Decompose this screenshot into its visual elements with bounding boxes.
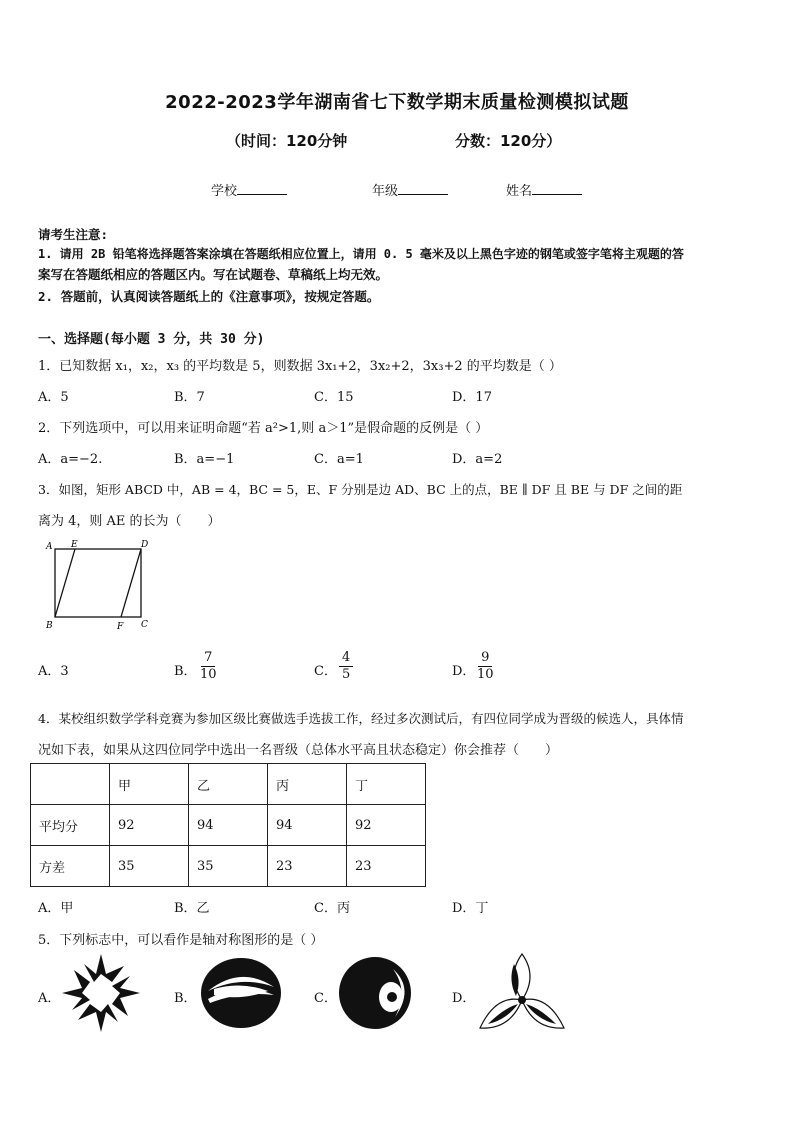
table-cell: 35 [189,846,268,887]
grade-label: 年级 [372,184,399,199]
tri-petal-logo-icon [476,950,568,1034]
rectangle-abcd [55,549,141,617]
label-e: E [71,540,78,550]
q1-stem: 1．已知数据 x₁，x₂，x₃ 的平均数是 5，则数据 3x₁+2，3x₂+2，3x₃+2 的平均数是（ ） [38,359,562,374]
pinwheel-stars-logo-icon [60,952,142,1034]
school-label: 学校 [211,184,238,199]
table-cell: 丁 [347,764,426,805]
grade-blank[interactable] [398,182,448,195]
label-d: D [141,540,149,550]
q2-option-c[interactable]: C．a=1 [314,452,364,467]
segment-df [121,549,141,617]
table-cell: 平均分 [31,805,110,846]
q2-option-a[interactable]: A．a=−2. [38,452,103,467]
q4-stem-line1: 4．某校组织数学学科竞赛为参加区级比赛做选手选拔工作，经过多次测试后，有四位同学成为晋级的候选人，具体情 [38,711,684,726]
q5-stem: 5．下列标志中，可以看作是轴对称图形的是（ ） [38,933,324,948]
school-field [211,180,287,199]
label-a: A [46,542,53,552]
q3-option-d-fraction [477,650,494,683]
q4-option-a[interactable]: A．甲 [38,901,74,916]
q3-option-c-fraction [339,650,353,683]
q2-option-b[interactable]: B．a=−1 [174,452,235,467]
table-cell: 92 [347,805,426,846]
table-cell [31,764,110,805]
table-row [31,805,426,846]
table-header-row [31,764,426,805]
crescent-circle-logo-icon [337,955,417,1031]
fraction-denominator: 10 [200,667,217,682]
grade-field [372,180,448,199]
label-b: B [46,621,53,631]
table-cell: 23 [268,846,347,887]
q5-option-a[interactable]: A． [38,991,61,1006]
segment-be [55,549,75,617]
table-cell: 乙 [189,764,268,805]
q3-option-d-prefix[interactable]: D． [452,664,476,679]
q5-option-b[interactable]: B． [174,991,197,1006]
q3-stem-line1: 3．如图，矩形 ABCD 中，AB = 4，BC = 5，E、F 分别是边 AD、BC 上的点，BE ∥ DF 且 BE 与 DF 之间的距 [38,482,683,497]
q3-option-a[interactable]: A．3 [38,664,69,679]
section-heading: 一、选择题(每小题 3 分，共 30 分) [38,332,265,347]
q4-option-c[interactable]: C．丙 [314,901,350,916]
table-cell: 方差 [31,846,110,887]
q1-option-b[interactable]: B．7 [174,390,205,405]
q3-option-c-prefix[interactable]: C． [314,664,337,679]
notice-line2: 2. 答题前，认真阅读答题纸上的《注意事项》，按规定答题。 [38,289,380,304]
rectangle-figure [40,537,160,632]
table-cell: 94 [268,805,347,846]
label-c: C [141,620,148,630]
q1-option-a[interactable]: A．5 [38,390,69,405]
total-score: 分数：120分） [455,132,562,150]
time-limit: （时间：120分钟 [226,132,348,150]
q1-option-c[interactable]: C．15 [314,390,354,405]
notice-line1a: 1. 请用 2B 铅笔将选择题答案涂填在答题纸相应位置上，请用 0. 5 毫米及以上黑色字迹的钢笔或签字笔将主观题的答 [38,247,684,261]
q4-option-b[interactable]: B．乙 [174,901,210,916]
q3-option-b-fraction [200,650,217,683]
table-cell: 92 [110,805,189,846]
fraction-numerator: 9 [478,650,492,667]
q2-option-d[interactable]: D．a=2 [452,452,503,467]
name-field [506,180,582,199]
fraction-denominator: 5 [342,667,351,682]
notice-heading: 请考生注意: [38,227,109,242]
fraction-numerator: 4 [339,650,353,667]
label-f: F [117,622,124,632]
name-blank[interactable] [532,182,582,195]
q4-stem-line2: 况如下表，如果从这四位同学中选出一名晋级（总体水平高且状态稳定）你会推荐（ ） [38,743,559,758]
notice-line1b: 案写在答题纸相应的答题区内。写在试题卷、草稿纸上均无效。 [38,267,389,282]
name-label: 姓名 [506,184,533,199]
oval-swoosh-logo-icon [198,955,284,1031]
fraction-numerator: 7 [201,650,215,667]
table-cell: 甲 [110,764,189,805]
q5-option-c[interactable]: C． [314,991,337,1006]
q4-option-d[interactable]: D．丁 [452,901,489,916]
candidates-table [30,763,426,887]
q5-option-d[interactable]: D． [452,991,476,1006]
q3-option-b-prefix[interactable]: B． [174,664,197,679]
school-blank[interactable] [237,182,287,195]
q3-stem-line2: 离为 4，则 AE 的长为（ ） [38,514,221,529]
table-cell: 35 [110,846,189,887]
q1-option-d[interactable]: D．17 [452,390,492,405]
q2-stem: 2．下列选项中，可以用来证明命题“若 a²>1,则 a＞1”是假命题的反例是（ ） [38,421,489,436]
table-cell: 94 [189,805,268,846]
table-cell: 23 [347,846,426,887]
table-cell: 丙 [268,764,347,805]
table-row [31,846,426,887]
exam-title: 2022-2023学年湖南省七下数学期末质量检测模拟试题 [165,92,629,113]
fraction-denominator: 10 [477,667,494,682]
